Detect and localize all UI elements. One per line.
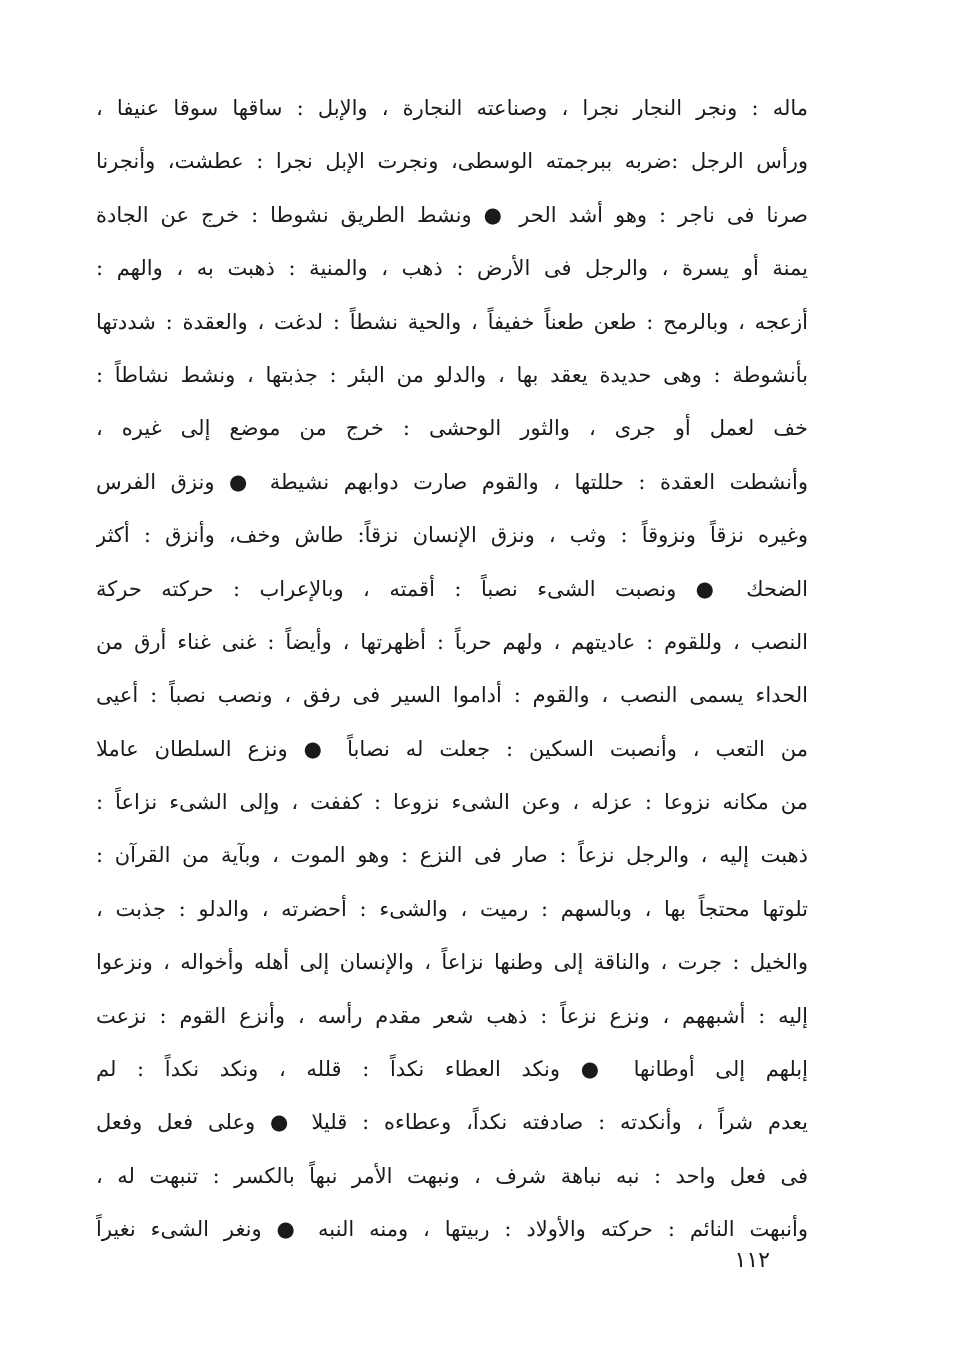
text-line: والخيل : جرت ، والناقة إلى وطنها نزاعاً ، والإنسان إلى أهله وأخواله ، ونزعوا: [96, 950, 808, 975]
text-line: بأنشوطة : وهى حديدة يعقد بها ، والدلو من البئر : جذبتها ، ونشط نشاطاً :: [96, 362, 808, 387]
text-line: إليه : أشبههم ، ونزع نزعاً : ذهب شعر مقدم رأسه ، وأنزع القوم : نزعت: [96, 1003, 808, 1028]
text-line: أزعجه ، وبالرمح : طعن طعناً خفيفاً ، والحية نشطاً : لدغت ، والعقدة : شددتها: [96, 309, 808, 334]
text-line: ورأس الرجل :ضربه ببرجمته الوسطى، ونجرت الإبل نجرا : عطشت، وأنجرنا: [96, 149, 808, 174]
text-line: إبلهم إلى أوطانها ● ونكد العطاء نكداً : قلله ، ونكد نكداً : لم: [96, 1057, 808, 1082]
text-line: ماله : ونجر النجار نجرا ، وصناعته النجارة ، والإبل : ساقها سوقا عنيفا ،: [96, 96, 808, 120]
text-line: تلوتها محتجاً بها ، وبالسهم : رميت ، والشىء : أحضرته ، والدلو : جذبت ،: [96, 896, 808, 921]
text-line: الضحك ● ونصبت الشىء نصباً : أقمته ، وبالإعراب : حركته حركة: [96, 576, 808, 601]
text-line: خف لعمل أو جرى ، والثور الوحشى : خرج من موضع إلى غيره ،: [96, 416, 808, 441]
text-line: صرنا فى ناجر : وهو أشد الحر ● ونشط الطريق نشوطا : خرج عن الجادة: [96, 202, 808, 227]
page-number: ١١٢: [734, 1248, 770, 1273]
text-line: فى فعل واحد : نبه نباهة شرف ، ونبهت الأمر نبهاً بالكسر : تنبهت له ،: [96, 1163, 808, 1188]
text-line: وغيره نزقاً ونزوقاً : وثب ، ونزق الإنسان نزقاً: طاش وخف، وأنزق : أكثر: [96, 523, 808, 548]
text-line: يمنة أو يسرة ، والرجل فى الأرض : ذهب ، والمنية : ذهبت به ، والهم :: [96, 256, 808, 281]
text-line: وأنبهت النائم : حركته والأولاد : ربيتها ، ومنه النبه ● ونغر الشىء نغيراً: [96, 1217, 808, 1242]
text-line: الحداء يسمى النصب ، والقوم : أداموا السير فى رفق ، ونصب نصباً : أعيى: [96, 683, 808, 708]
text-line: وأنشطت العقدة : حللتها ، والقوم صارت دوابهم نشيطة ● ونزق الفرس: [96, 469, 808, 494]
text-line: النصب ، وللقوم : عاديتهم ، ولهم حرباً : أظهرتها ، وأيضاً : غنى غناء أرق من: [96, 629, 808, 654]
text-line: من مكانه نزوعا : عزله ، وعن الشىء نزوعا : كففت ، وإلى الشىء نزاعاً :: [96, 790, 808, 815]
body-text: [96, 82, 808, 1257]
text-line: من التعب ، وأنصبت السكين : جعلت له نصاباً ● ونزع السلطان عاملا: [96, 736, 808, 761]
text-line: يعدم شراً ، وأنكدته : صادفته نكداً، وعطاءه : قليلا ● وعلى فعل وفعل: [96, 1110, 808, 1135]
text-line: ذهبت إليه ، والرجل نزعاً : صار فى النزع : وهو الموت ، وبآية من القرآن :: [96, 843, 808, 868]
